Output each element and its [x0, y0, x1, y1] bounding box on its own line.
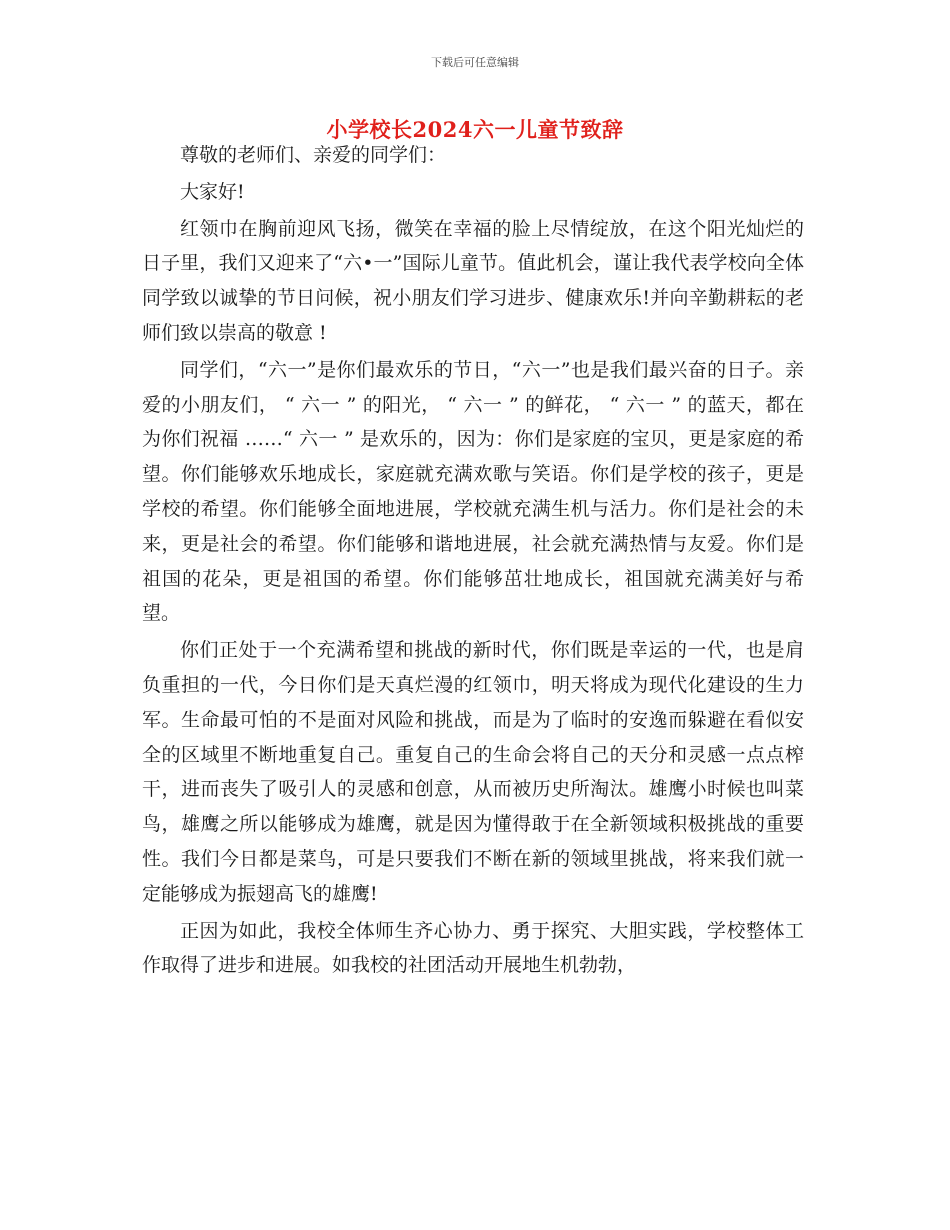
document-title: 小学校长2024六一儿童节致辞: [326, 117, 624, 142]
document-body: [142, 138, 804, 983]
header-note: 下载后可任意编辑: [431, 56, 519, 69]
paragraph-4: 正因为如此，我校全体师生齐心协力、勇于探究、大胆实践，学校整体工作取得了进步和进展。如我校的社团活动开展地生机勃勃，: [142, 919, 804, 977]
salutation: 尊敬的老师们、亲爱的同学们：: [180, 144, 447, 166]
greeting: 大家好!: [180, 180, 245, 203]
paragraph-3: 你们正处于一个充满希望和挑战的新时代，你们既是幸运的一代，也是肩负重担的一代，今日你们是天真烂漫的红领巾，明天将成为现代化建设的生力军。生命最可怕的不是面对风险和挑战，而是为了临时的安逸而躲避在看似安全的区域里不断地重复自己。重复自己的生命会将自己的天分和灵感一点点榨干，进而丧失了吸引人的灵感和创意，从而被历史所淘汰。雄鹰小时候也叫菜鸟，雄鹰之所以能够成为雄鹰，就是因为懂得敢于在全新领域积极挑战的重要性。我们今日都是菜鸟，可是只要我们不断在新的领域里挑战，将来我们就一定能够成为振翅高飞的雄鹰!: [142, 639, 804, 905]
paragraph-2: 同学们，“六一”是你们最欢乐的节日，“六一”也是我们最兴奋的日子。亲爱的小朋友们， “ 六一 ” 的阳光， “ 六一 ” 的鲜花， “ 六一 ” 的蓝天，都在为你们祝福 ……“ 六一 ” 是欢乐的，因为：你们是家庭的宝贝，更是家庭的希望。你们能够欢乐地成长，家庭就充满欢歌与笑语。你们是学校的孩子，更是学校的希望。你们能够全面地进展，学校就充满生机与活力。你们是社会的未来，更是社会的希望。你们能够和谐地进展，社会就充满热情与友爱。你们是祖国的花朵，更是祖国的希望。你们能够茁壮地成长，祖国就充满美好与希望。: [142, 358, 804, 625]
paragraph-1: 红领巾在胸前迎风飞扬，微笑在幸福的脸上尽情绽放，在这个阳光灿烂的日子里，我们又迎来了“六•一”国际儿童节。值此机会，谨让我代表学校向全体同学致以诚挚的节日问候，祝小朋友们学习进步、健康欢乐!并向辛勤耕耘的老师们致以崇高的敬意 !: [142, 217, 804, 344]
